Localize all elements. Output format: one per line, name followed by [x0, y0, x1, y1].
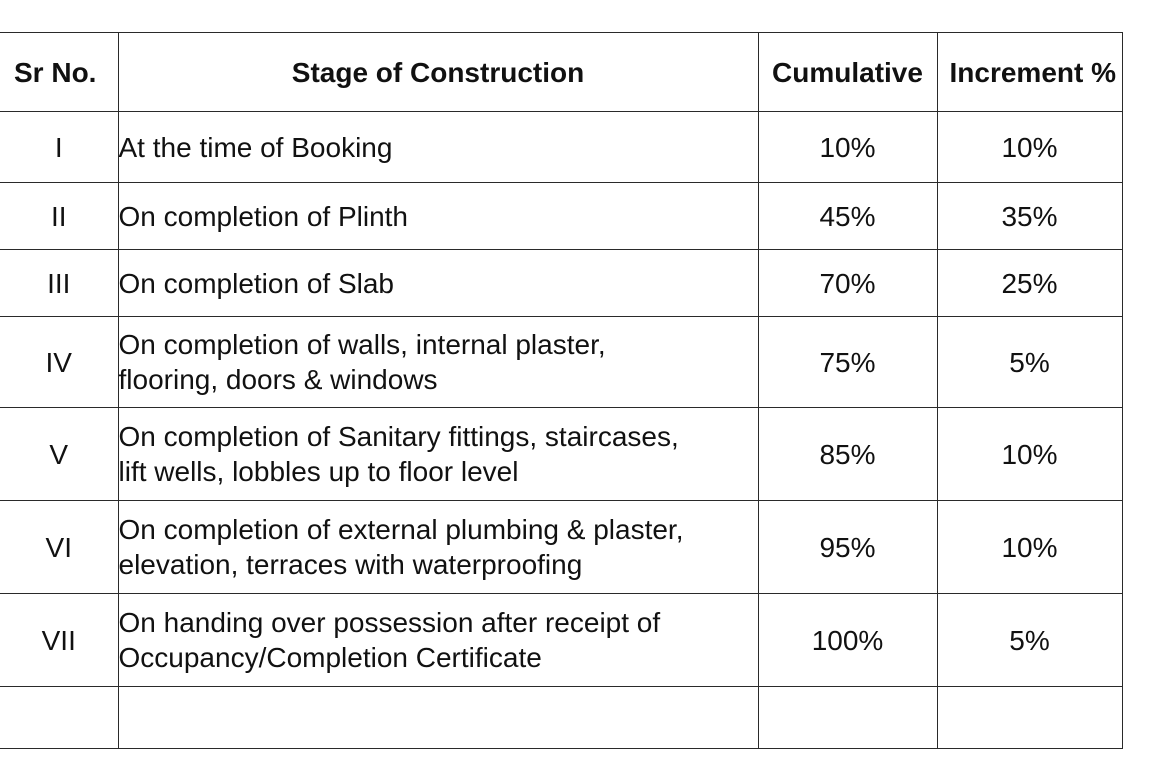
stage-line: flooring, doors & windows	[118, 364, 438, 395]
table-row	[0, 250, 1122, 317]
stage-cell	[118, 594, 758, 687]
empty-cell	[758, 687, 937, 749]
increment-cell: 10%	[937, 112, 1122, 183]
sr-no-cell: V	[0, 408, 118, 501]
cumulative-cell: 75%	[758, 317, 937, 408]
stage-line: lift wells, lobbles up to floor level	[118, 456, 519, 487]
sr-no-cell: VII	[0, 594, 118, 687]
header-stage-of-construction: Stage of Construction	[118, 33, 758, 112]
sr-no-cell: III	[0, 250, 118, 317]
stage-line: On completion of external plumbing & plaster,	[118, 514, 684, 545]
sr-no-cell: I	[0, 112, 118, 183]
cumulative-cell: 10%	[758, 112, 937, 183]
stage-line: On completion of Slab	[118, 267, 394, 299]
stage-cell	[118, 408, 758, 501]
stage-cell	[118, 501, 758, 594]
sr-no-cell: II	[0, 183, 118, 250]
sr-no-cell: IV	[0, 317, 118, 408]
empty-cell	[937, 687, 1122, 749]
cumulative-cell: 100%	[758, 594, 937, 687]
stage-line: On completion of walls, internal plaster,	[118, 329, 606, 360]
construction-payment-table	[0, 32, 1123, 749]
empty-cell	[0, 687, 118, 749]
stage-cell	[118, 112, 758, 183]
cumulative-cell: 85%	[758, 408, 937, 501]
stage-line: elevation, terraces with waterproofing	[118, 549, 583, 580]
stage-line: At the time of Booking	[118, 131, 393, 163]
stage-cell	[118, 317, 758, 408]
table-row	[0, 183, 1122, 250]
stage-line: Occupancy/Completion Certificate	[118, 642, 542, 673]
sr-no-cell: VI	[0, 501, 118, 594]
cumulative-cell: 95%	[758, 501, 937, 594]
increment-cell: 5%	[937, 594, 1122, 687]
payment-schedule-sheet	[0, 32, 1122, 749]
stage-cell	[118, 183, 758, 250]
increment-cell: 35%	[937, 183, 1122, 250]
table-row	[0, 112, 1122, 183]
header-increment-percent: Increment %	[937, 33, 1122, 112]
header-cumulative: Cumulative	[758, 33, 937, 112]
table-header-row	[0, 33, 1122, 112]
stage-line: On completion of Plinth	[118, 200, 408, 232]
increment-cell: 5%	[937, 317, 1122, 408]
cumulative-cell: 45%	[758, 183, 937, 250]
increment-cell: 10%	[937, 408, 1122, 501]
stage-cell	[118, 250, 758, 317]
table-row	[0, 317, 1122, 408]
stage-line: On completion of Sanitary fittings, staircases,	[118, 421, 679, 452]
empty-table-row	[0, 687, 1122, 749]
increment-cell: 10%	[937, 501, 1122, 594]
increment-cell: 25%	[937, 250, 1122, 317]
stage-line: On handing over possession after receipt of	[118, 607, 661, 638]
cumulative-cell: 70%	[758, 250, 937, 317]
table-row	[0, 501, 1122, 594]
empty-cell	[118, 687, 758, 749]
table-row	[0, 594, 1122, 687]
table-row	[0, 408, 1122, 501]
header-sr-no: Sr No.	[0, 33, 118, 112]
